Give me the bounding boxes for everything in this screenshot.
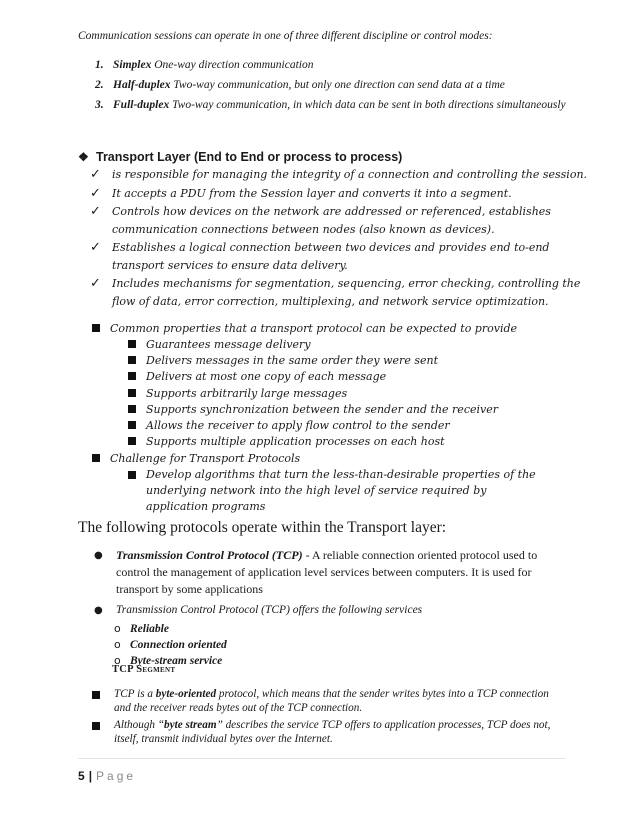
modes-list bbox=[95, 55, 625, 115]
properties-heading: Common properties that a transport protocol can be expected to provide bbox=[92, 320, 612, 337]
square-bullet-icon bbox=[128, 389, 136, 397]
mode-half-duplex bbox=[95, 75, 625, 95]
square-bullet-icon bbox=[128, 437, 136, 445]
mode-number: 3. bbox=[95, 99, 104, 111]
square-bullet-icon bbox=[128, 405, 136, 413]
checkmark-icon: ✓ bbox=[90, 204, 101, 219]
check-text: Controls how devices on the network are addressed or referenced, establishes communication connections between nodes (also known as devices). bbox=[112, 205, 551, 236]
square-bullet-icon bbox=[128, 421, 136, 429]
challenge-heading: Challenge for Transport Protocols bbox=[92, 450, 612, 467]
check-text: is responsible for managing the integrity of a connection and controlling the session. bbox=[112, 168, 588, 181]
list-item: Delivers messages in the same order they were sent bbox=[128, 353, 612, 369]
square-bullet-icon bbox=[92, 324, 100, 332]
checkmark-icon: ✓ bbox=[90, 167, 101, 182]
mode-desc: Two-way communication, but only one direction can send data at a time bbox=[170, 79, 505, 91]
list-item bbox=[94, 547, 564, 598]
list-item: o Byte-stream service bbox=[114, 654, 223, 667]
mode-term: Full-duplex bbox=[113, 99, 170, 111]
check-item bbox=[90, 275, 590, 310]
list-item bbox=[94, 602, 564, 619]
square-bullet-icon bbox=[92, 454, 100, 462]
check-item bbox=[90, 239, 590, 274]
circle-bullet-icon: o bbox=[114, 638, 121, 651]
diamond-bullet-icon: ❖ bbox=[78, 150, 89, 164]
footer-separator: | bbox=[88, 769, 93, 783]
square-bullet-icon bbox=[128, 471, 136, 479]
protocols-heading: The following protocols operate within the Transport layer: bbox=[78, 519, 447, 536]
mode-full-duplex bbox=[95, 95, 625, 115]
square-bullet-icon bbox=[128, 356, 136, 364]
mode-simplex bbox=[95, 55, 625, 75]
list-item: Guarantees message delivery bbox=[128, 337, 612, 353]
page-footer bbox=[78, 769, 136, 783]
mode-number: 2. bbox=[95, 79, 104, 91]
list-item: Develop algorithms that turn the less-than-desirable properties of the underlying network into the high level of service required by application programs bbox=[128, 467, 546, 515]
square-bullet-icon bbox=[128, 372, 136, 380]
check-text: Includes mechanisms for segmentation, sequencing, error checking, controlling the flow of data, error correction, multiplexing, and network service optimization. bbox=[112, 277, 581, 308]
list-item: TCP is a byte-oriented protocol, which means that the sender writes bytes into a TCP connection and the receiver reads bytes out of the TCP connection. bbox=[92, 688, 567, 715]
page-label: Page bbox=[96, 769, 137, 783]
checkmark-icon: ✓ bbox=[90, 240, 101, 255]
square-bullet-icon bbox=[128, 340, 136, 348]
intro-text: Communication sessions can operate in one of three different discipline or control modes: bbox=[78, 30, 493, 42]
list-item: Delivers at most one copy of each message bbox=[128, 369, 612, 385]
tcp-term: Transmission Control Protocol (TCP) bbox=[116, 548, 303, 562]
footer-divider bbox=[78, 758, 566, 759]
properties-list bbox=[128, 337, 612, 450]
checkmark-icon: ✓ bbox=[90, 185, 101, 201]
list-item: Allows the receiver to apply flow control to the sender bbox=[128, 418, 612, 434]
circle-bullet-icon: o bbox=[114, 622, 121, 635]
check-item bbox=[90, 166, 590, 184]
mode-term: Simplex bbox=[113, 59, 152, 71]
circle-bullet-icon: o bbox=[114, 654, 121, 667]
list-item: Supports arbitrarily large messages bbox=[128, 386, 612, 402]
list-item: Although “byte stream” describes the service TCP offers to application processes, TCP does not, itself, transmit individual bytes over the Internet. bbox=[92, 719, 567, 746]
list-item: o Reliable bbox=[114, 622, 169, 635]
mode-term: Half-duplex bbox=[113, 79, 171, 91]
bullet-dot-icon: ● bbox=[94, 605, 103, 616]
transport-layer-heading bbox=[78, 150, 402, 164]
square-bullet-icon bbox=[92, 691, 100, 699]
check-text: It accepts a PDU from the Session layer and converts it into a segment. bbox=[112, 186, 512, 200]
bullet-dot-icon: ● bbox=[94, 550, 103, 561]
mode-desc: One-way direction communication bbox=[151, 59, 314, 71]
tcp-description: - A reliable connection oriented protocol used to control the management of application level services between computers. It is used for transport by some applications bbox=[116, 548, 538, 596]
tcp-services-list bbox=[114, 621, 564, 669]
transport-layer-title: Transport Layer (End to End or process to process) bbox=[96, 150, 403, 164]
tcp-bullet-list bbox=[94, 547, 564, 669]
properties-section bbox=[92, 320, 612, 515]
tcp-segment-heading: TCP Segment bbox=[112, 664, 176, 675]
tcp-services-intro: Transmission Control Protocol (TCP) offers the following services bbox=[116, 604, 423, 616]
list-item: Supports multiple application processes on each host bbox=[128, 434, 612, 450]
mode-desc: Two-way communication, in which data can be sent in both directions simultaneously bbox=[169, 99, 566, 111]
check-item bbox=[90, 185, 590, 203]
checkmark-icon: ✓ bbox=[90, 276, 101, 291]
check-text: Establishes a logical connection between two devices and provides end to-end transport services to ensure data delivery. bbox=[112, 241, 550, 272]
tcp-segment-list bbox=[92, 688, 567, 750]
square-bullet-icon bbox=[92, 722, 100, 730]
page-number: 5 bbox=[78, 769, 85, 783]
mode-number: 1. bbox=[95, 59, 104, 71]
list-item: o Connection oriented bbox=[114, 638, 227, 651]
check-item bbox=[90, 203, 590, 238]
list-item: Supports synchronization between the sender and the receiver bbox=[128, 402, 612, 418]
transport-check-list bbox=[90, 166, 590, 311]
